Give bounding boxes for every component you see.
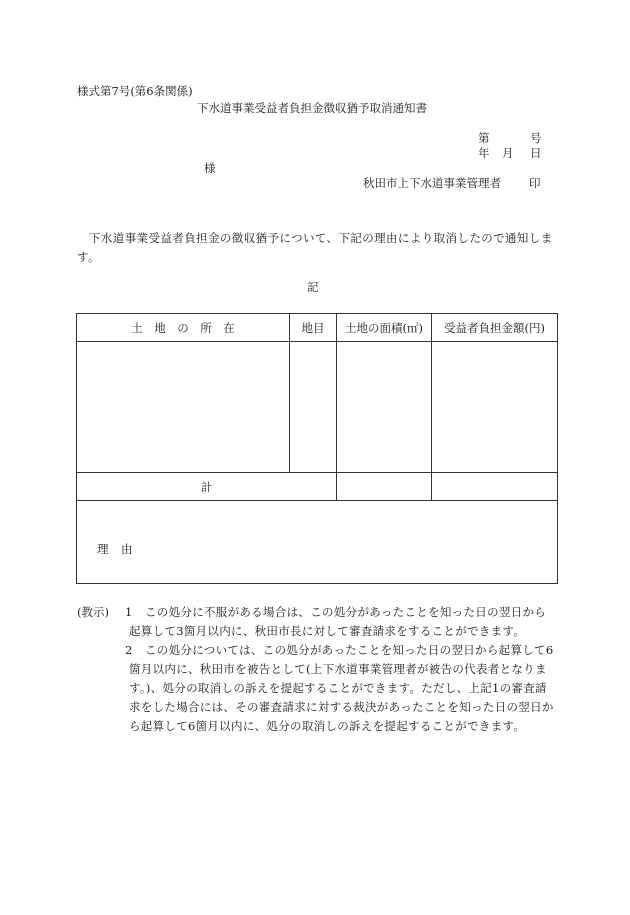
header-land-area: 土地の面積(㎡) xyxy=(337,314,432,342)
note-item xyxy=(125,603,557,641)
header-land-category: 地目 xyxy=(290,314,337,342)
cell-charge-amount xyxy=(432,342,558,473)
number-suffix: 号 xyxy=(530,131,542,145)
notes-label: (教示) xyxy=(77,605,109,619)
month-label: 月 xyxy=(502,146,514,160)
note-number: 2 xyxy=(125,643,133,657)
note-number: 1 xyxy=(125,605,133,619)
issuer-name: 秋田市上下水道事業管理者 xyxy=(363,176,501,190)
reason-cell xyxy=(77,501,558,584)
detail-table xyxy=(76,313,558,584)
note-text: この処分については、この処分があったことを知った日の翌日から起算して6箇月以内に、秋田市を被告として(上下水道事業管理者が被告の代表者となります。)、処分の取消しの訴えを提起することができます。ただし、上記1の審査請求をした場合には、その審査請求に対する裁決があったことを知った日の翌日から起算して6箇月以内に、処分の取消しの訴えを提起することができます。 xyxy=(129,643,554,733)
year-label: 年 xyxy=(478,146,490,160)
header-location: 土 地 の 所 在 xyxy=(77,314,290,342)
seal-mark: 印 xyxy=(529,176,541,190)
header-charge-amount: 受益者負担金額(円) xyxy=(432,314,558,342)
total-label-text: 計 xyxy=(200,479,213,494)
table-header-row xyxy=(77,314,558,342)
number-label: 第 xyxy=(478,131,490,145)
day-label: 日 xyxy=(530,146,542,160)
total-area-cell xyxy=(432,473,558,501)
notice-body: 下水道事業受益者負担金の徴収猶予について、下記の理由により取消したので通知します。 xyxy=(77,231,553,264)
cell-land-category xyxy=(290,342,337,473)
total-row xyxy=(77,473,558,501)
addressee-suffix: 様 xyxy=(204,161,216,175)
table-row xyxy=(77,342,558,473)
note-item xyxy=(125,641,557,736)
cell-location xyxy=(77,342,290,473)
reason-label: 理 由 xyxy=(97,541,133,556)
document-title: 下水道事業受益者負担金徴収猶予取消通知書 xyxy=(197,101,427,115)
note-text: この処分に不服がある場合は、この処分があったことを知った日の翌日から起算して3箇月以内に、秋田市長に対して審査請求をすることができます。 xyxy=(129,605,547,638)
total-label xyxy=(77,473,337,501)
reason-row xyxy=(77,501,558,584)
ki-heading: 記 xyxy=(307,280,319,294)
cell-land-area xyxy=(337,342,432,473)
total-area-value xyxy=(337,473,432,501)
form-number: 様式第7号(第6条関係) xyxy=(77,84,193,98)
